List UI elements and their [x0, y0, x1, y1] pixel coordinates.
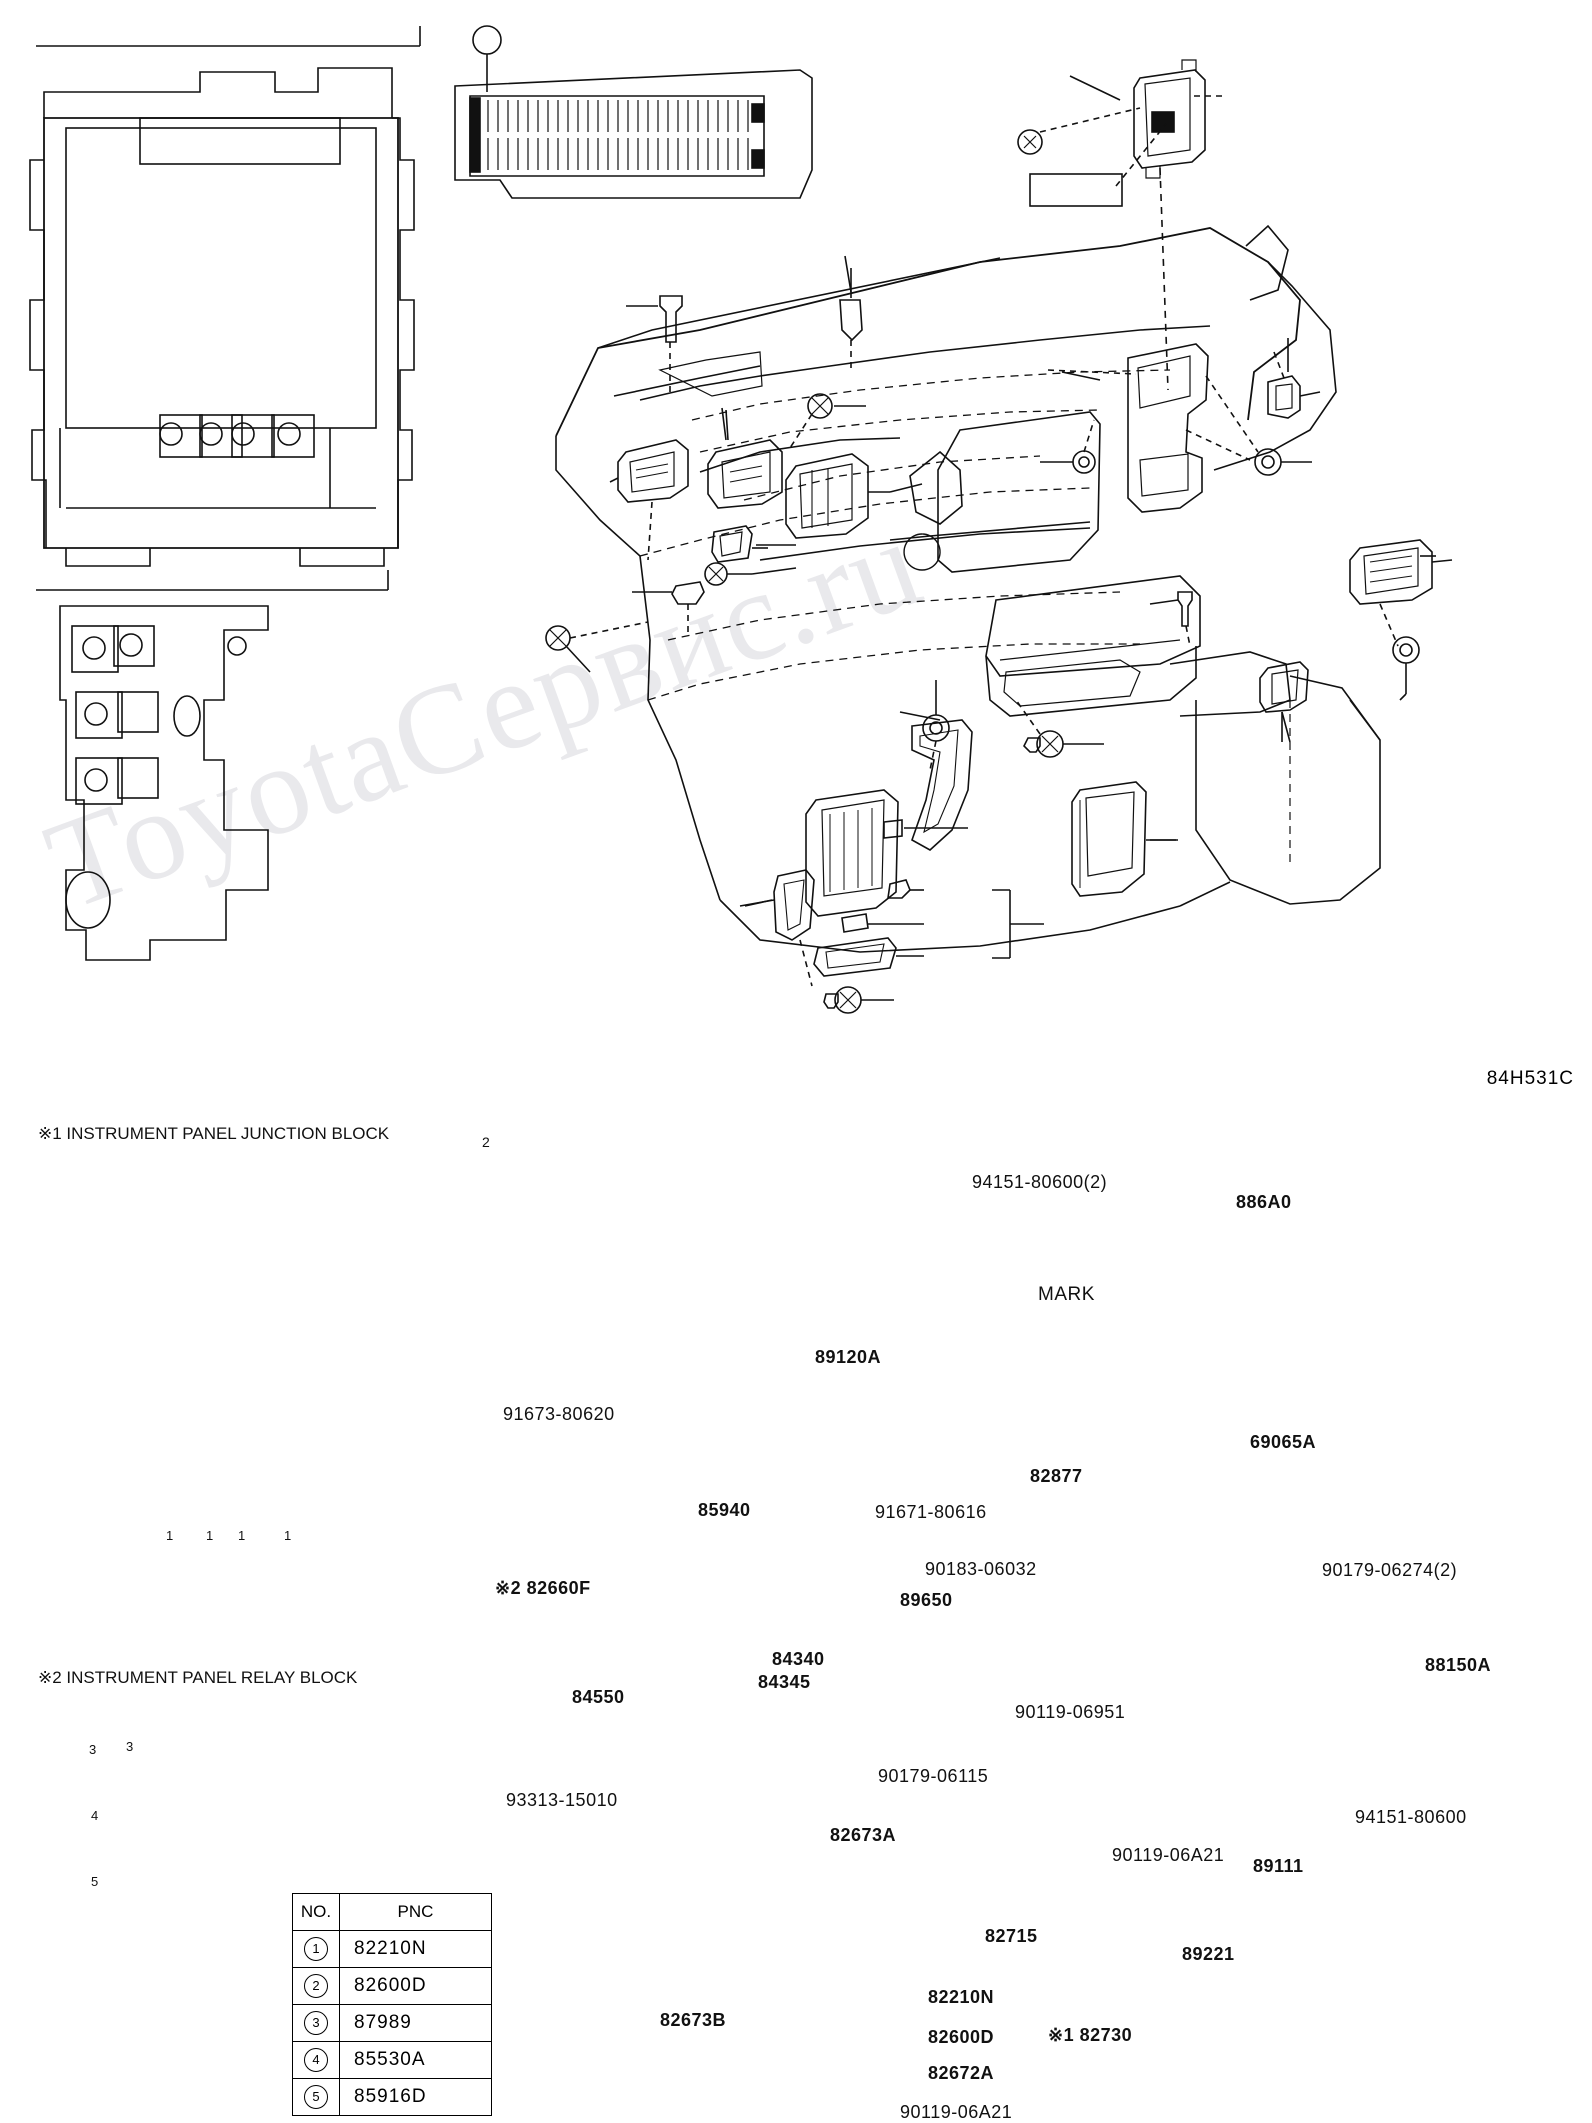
callout-9018306032: 90183-06032 — [925, 1559, 1037, 1579]
callout-9017906115: 90179-06115 — [878, 1766, 989, 1786]
callout-84345: 84345 — [758, 1672, 811, 1692]
pnc-row-value: 82210N — [340, 1931, 492, 1968]
pnc-header-pnc: PNC — [340, 1894, 492, 1931]
relay-circle-5: 5 — [91, 1874, 99, 1889]
callout-85940: 85940 — [698, 1500, 751, 1520]
pnc-row-no: 4 — [293, 2042, 340, 2079]
pnc-table — [292, 1893, 492, 2116]
relay-circle-4: 4 — [91, 1808, 99, 1823]
callout-94151806002: 94151-80600(2) — [972, 1172, 1108, 1192]
callout-82600d: 82600D — [928, 2027, 995, 2047]
callout-9011906a21: 90119-06A21 — [1112, 1845, 1225, 1865]
callout-9011906a21: 90119-06A21 — [900, 2102, 1013, 2122]
table-row — [293, 2005, 492, 2042]
diagram-code: 84H531C — [1486, 1068, 1574, 1089]
callout-89120a: 89120A — [815, 1347, 882, 1367]
table-row — [293, 2042, 492, 2079]
callout-89650: 89650 — [900, 1590, 953, 1610]
junction-circle-4: 1 — [284, 1528, 292, 1543]
table-row — [293, 2079, 492, 2116]
mark-label: MARK — [1038, 1284, 1095, 1305]
callout-88150a: 88150A — [1425, 1655, 1492, 1675]
callout-9011906951: 90119-06951 — [1015, 1702, 1126, 1722]
table-row — [293, 1931, 492, 1968]
connector-circle-2: 2 — [482, 1134, 491, 1150]
callout-90179062742: 90179-06274(2) — [1322, 1560, 1458, 1580]
pnc-row-value: 85530A — [340, 2042, 492, 2079]
relay-circle-3b: 3 — [126, 1739, 134, 1754]
relay-circle-3a: 3 — [89, 1742, 97, 1757]
pnc-row-no: 2 — [293, 1968, 340, 2005]
pnc-row-value: 82600D — [340, 1968, 492, 2005]
watermark: ToyotaСервис.ru — [29, 490, 939, 938]
callout-82673a: 82673A — [830, 1825, 897, 1845]
callout-282660f: ※2 82660F — [495, 1578, 591, 1598]
callout-89221: 89221 — [1182, 1944, 1235, 1964]
callout-182730: ※1 82730 — [1048, 2025, 1133, 2045]
callout-82715: 82715 — [985, 1926, 1038, 1946]
pnc-row-no: 5 — [293, 2079, 340, 2116]
pnc-row-no: 1 — [293, 1931, 340, 1968]
table-row — [293, 1968, 492, 2005]
callout-82673b: 82673B — [660, 2010, 727, 2030]
junction-block-title: ※1 INSTRUMENT PANEL JUNCTION BLOCK — [38, 1124, 390, 1143]
pnc-row-value: 87989 — [340, 2005, 492, 2042]
callout-9415180600: 94151-80600 — [1355, 1807, 1467, 1827]
callout-9331315010: 93313-15010 — [506, 1790, 618, 1810]
callout-84340: 84340 — [772, 1649, 825, 1669]
junction-circle-1: 1 — [166, 1528, 174, 1543]
callout-82672a: 82672A — [928, 2063, 995, 2083]
callout-9167180616: 91671-80616 — [875, 1502, 987, 1522]
relay-block-title: ※2 INSTRUMENT PANEL RELAY BLOCK — [38, 1668, 358, 1687]
callout-84550: 84550 — [572, 1687, 625, 1707]
callout-82210n: 82210N — [928, 1987, 995, 2007]
pnc-row-value: 85916D — [340, 2079, 492, 2116]
callout-9167380620: 91673-80620 — [503, 1404, 615, 1424]
pnc-row-no: 3 — [293, 2005, 340, 2042]
pnc-header-no: NO. — [293, 1894, 340, 1931]
callout-886a0: 886A0 — [1236, 1192, 1292, 1212]
callout-69065a: 69065A — [1250, 1432, 1317, 1452]
callout-89111: 89111 — [1253, 1856, 1304, 1876]
junction-circle-2: 1 — [206, 1528, 214, 1543]
junction-circle-3: 1 — [238, 1528, 246, 1543]
callout-82877: 82877 — [1030, 1466, 1083, 1486]
